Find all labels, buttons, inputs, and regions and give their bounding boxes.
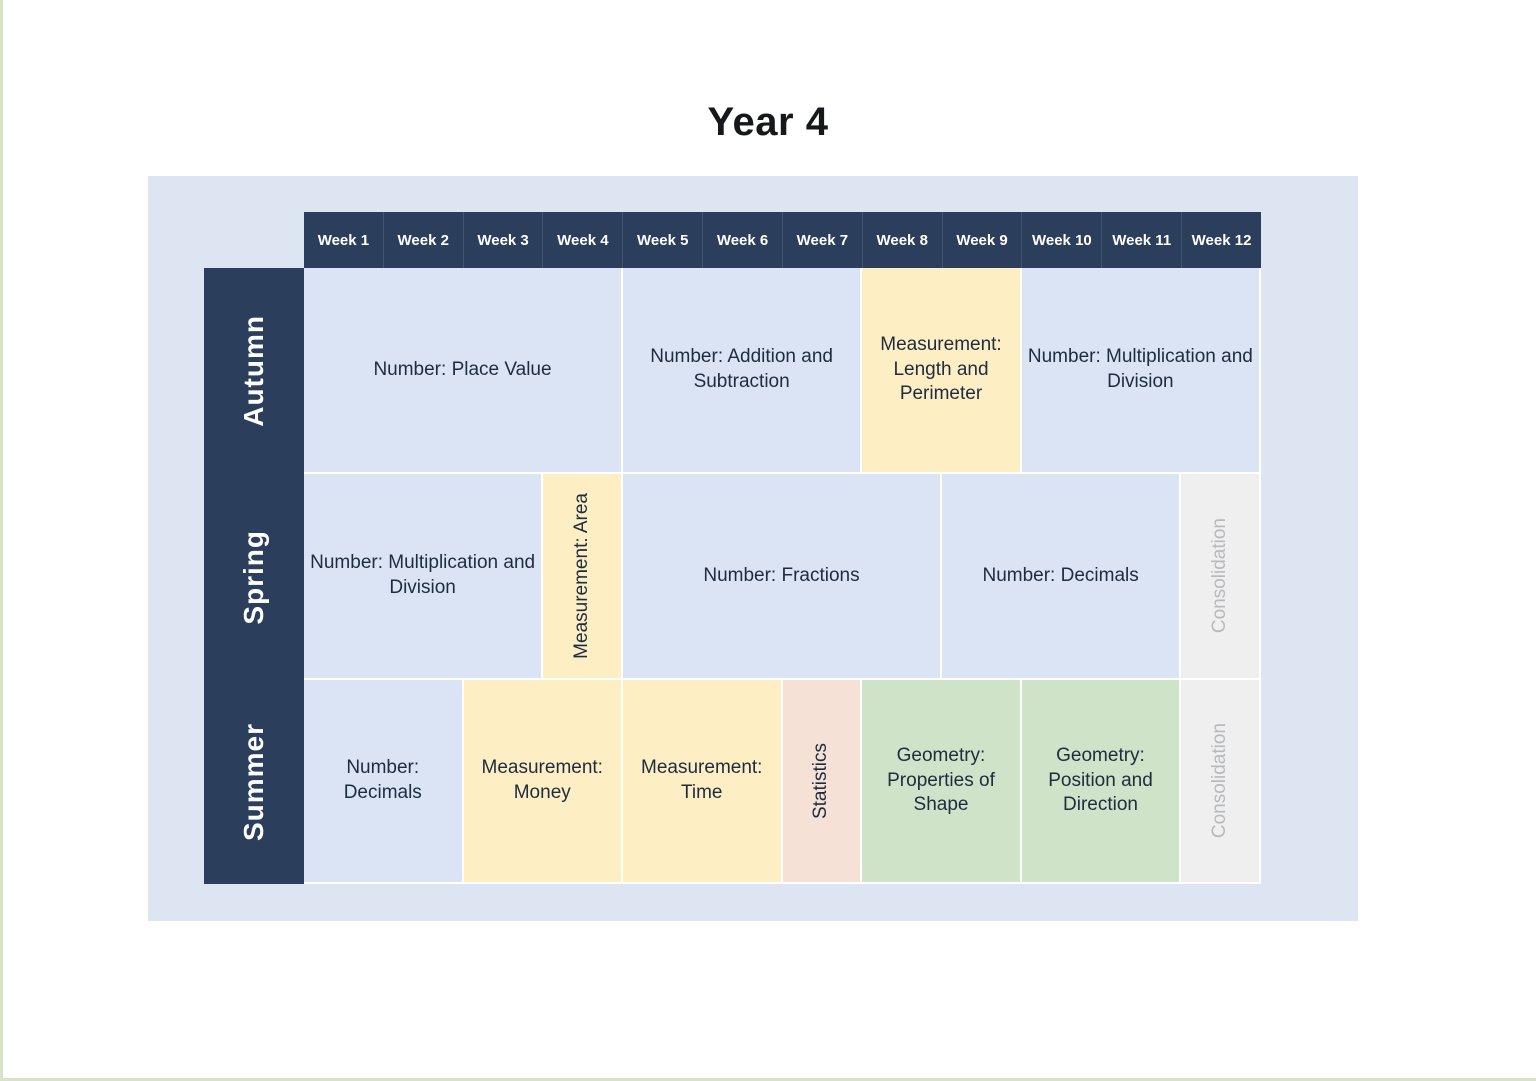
topic-block-label: Number: Addition and Subtraction: [650, 346, 833, 392]
page-edge-left: [0, 0, 3, 1081]
topic-block-label: Statistics: [809, 742, 831, 820]
topic-block-label: Measurement: Area: [570, 493, 592, 659]
topic-block-label: Number: Decimals: [982, 564, 1139, 586]
topic-block[interactable]: [942, 474, 1181, 680]
topic-block[interactable]: [464, 680, 624, 884]
week-header-cell: Week 5: [623, 212, 703, 268]
week-header-cell: Week 2: [384, 212, 464, 268]
topic-block-label: Geometry: Properties of Shape: [887, 744, 995, 816]
topic-block[interactable]: [862, 268, 1022, 474]
week-header-cell: Week 6: [703, 212, 783, 268]
topic-block[interactable]: [623, 680, 783, 884]
week-header-cell: Week 12: [1191, 231, 1252, 249]
term-label-summer: [204, 680, 304, 884]
week-header-cell: Week 11: [1102, 212, 1182, 268]
topic-block-label: Consolidation: [1208, 518, 1230, 634]
topic-block-label: Number: Place Value: [373, 358, 552, 380]
week-header-cell: Week 1: [304, 212, 384, 268]
week-header-cell: Week 3: [464, 212, 544, 268]
topic-block-label: Consolidation: [1208, 723, 1230, 839]
curriculum-overview-board: [148, 176, 1358, 921]
week-header-row: [304, 212, 1261, 268]
topic-block[interactable]: [1181, 474, 1261, 680]
page-title: Year 4: [707, 100, 829, 144]
term-row-summer: [304, 680, 1261, 884]
topic-block[interactable]: [862, 680, 1022, 884]
topic-block[interactable]: [304, 268, 623, 474]
week-header-cell: Week 9: [943, 212, 1023, 268]
topic-block-label: Measurement: Money: [481, 757, 603, 803]
topic-block-label: Measurement: Time: [641, 757, 763, 803]
topic-block[interactable]: [1022, 268, 1261, 474]
topic-block-label: Number: Decimals: [343, 757, 422, 803]
week-header-cell: Week 8: [863, 212, 943, 268]
topic-block-label: Number: Multiplication and Division: [1027, 346, 1253, 392]
week-header-cell: Week 7: [783, 212, 863, 268]
term-label-spring: [204, 474, 304, 680]
topic-block[interactable]: [623, 474, 942, 680]
term-label-autumn: [204, 268, 304, 474]
term-label-text: Summer: [238, 722, 269, 842]
topic-block-label: Number: Multiplication and Division: [310, 552, 536, 598]
topic-block[interactable]: [1181, 680, 1261, 884]
term-row-spring: [304, 474, 1261, 680]
topic-block[interactable]: [543, 474, 623, 680]
week-header-cell: Week 10: [1022, 212, 1102, 268]
topic-block[interactable]: [1022, 680, 1182, 884]
topic-block-label: Geometry: Position and Direction: [1048, 744, 1153, 816]
topic-block[interactable]: [623, 268, 862, 474]
topic-block[interactable]: [783, 680, 863, 884]
topic-block-label: Number: Fractions: [703, 564, 860, 586]
term-label-text: Spring: [238, 529, 269, 625]
topic-block[interactable]: [304, 680, 464, 884]
curriculum-grid: [178, 212, 1261, 884]
topic-block-label: Measurement: Length and Perimeter: [880, 333, 1002, 405]
term-row-autumn: [304, 268, 1261, 474]
term-label-text: Autumn: [238, 315, 269, 427]
week-header-cell: Week 4: [543, 212, 623, 268]
topic-block[interactable]: [304, 474, 543, 680]
